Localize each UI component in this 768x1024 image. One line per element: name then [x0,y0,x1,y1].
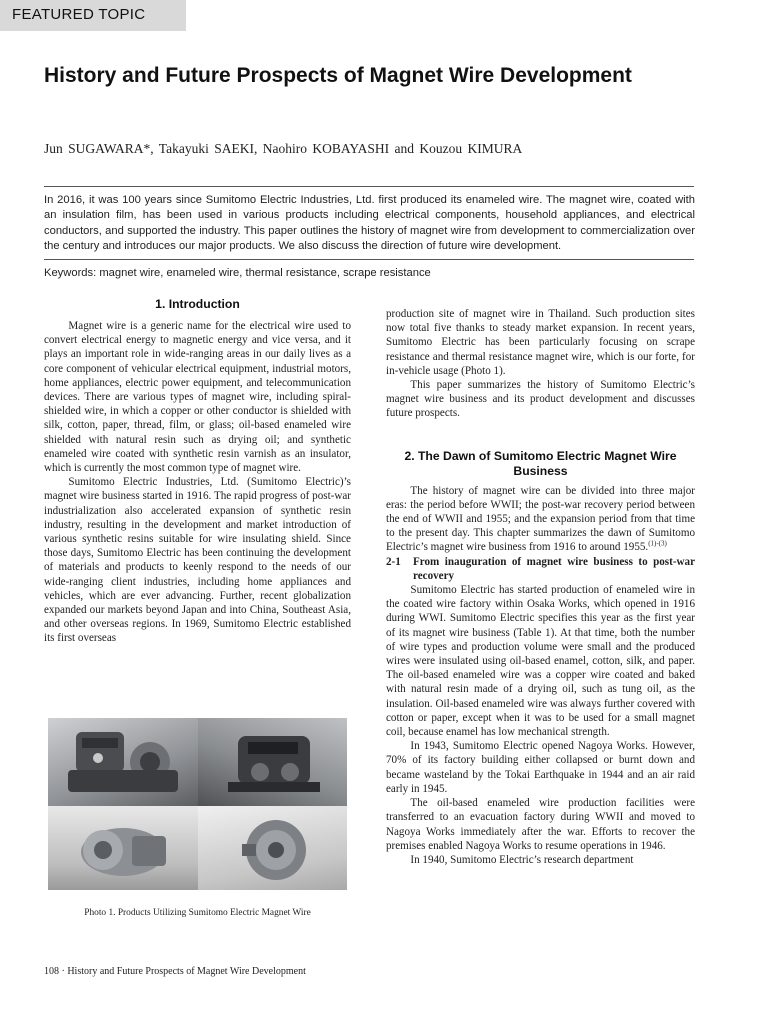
paper-title: History and Future Prospects of Magnet Wire Development [44,64,632,87]
featured-topic-label: FEATURED TOPIC [12,6,146,23]
dawn-paragraph-3: In 1943, Sumitomo Electric opened Nagoya Works. However, 70% of its factory building either collapsed or burnt down and became wasteland by the Tokai Earthquake in 1944 and an air raid early in 1945. [386,740,695,795]
photo-engine-assembly [48,718,198,806]
left-column [44,297,351,646]
photo-alternator [198,806,347,890]
intro-paragraph-1: Magnet wire is a generic name for the electrical wire used to convert electrical energy to magnetic energy and vice versa, and it plays an important role in wide-ranging areas in our daily lives as a core component of vehicular electrical equipment, industrial motors, home appliances, electric power equipment, and telecommunication devices. There are various types of magnet wire, including spiral-shielded wire, in which a copper or other conductor is shielded with silk, cotton, paper, thread, film, or glass; oil-based enameled wire shielded with natural resin such as drying oil; and synthetic enameled wire coated with synthetic resin varnish as an insulator, which is currently the most common type of magnet wire. [44,320,351,475]
authors-line: Jun SUGAWARA*, Takayuki SAEKI, Naohiro KOBAYASHI and Kouzou KIMURA [44,141,523,156]
section-heading-introduction: 1. Introduction [155,297,240,311]
dawn-paragraph-1-text: The history of magnet wire can be divided into three major eras: the period before WWII; the post-war recovery period between the end of WWII and 1955; and the expansion period from that time to the present day. This chapter summarizes the dawn of Sumitomo Electric’s magnet wire business from 1916 to around 1955. [386,484,695,554]
motor-compressor-illustration [48,806,198,890]
page-footer: 108 · History and Future Prospects of Magnet Wire Development [44,966,306,977]
keywords: Keywords: magnet wire, enameled wire, thermal resistance, scrape resistance [44,267,431,279]
abstract-bottom-rule [44,259,694,260]
dawn-paragraph-5: In 1940, Sumitomo Electric’s research department [410,853,634,866]
photo-1 [48,718,347,890]
subsection-title: From inauguration of magnet wire business to post-war recovery [413,555,695,582]
intro-paragraph-2-continued: production site of magnet wire in Thailand. Such production sites now total five thanks to steady market expansion. In recent years, Sumitomo Electric has been particularly focusing on scrape resistance and thermal resistance magnet wire, which is our forte, for in-vehicle usage (Photo 1). [386,308,695,377]
photo-1-caption: Photo 1. Products Utilizing Sumitomo Electric Magnet Wire [84,908,311,918]
dawn-paragraph-2: Sumitomo Electric has started production of enameled wire in the coated wire factory within Osaka Works, which opened in 1916 during WWI. Sumitomo Electric specifies this year as the first year of its magnet wire business (Table 1). At that time, both the number of wire types and production volume were small and the produced wires were insulated using oil-based enamel, cotton, silk, and paper. The oil-based enameled wire was a copper wire coated and baked with natural resin made of a drying oil, such as tung oil, as the insulation. Oil-based enameled wire was always further covered with cotton or paper, except when it was to be used for a small magnet coil, because enamel has low mechanical strength. [386,584,695,739]
dawn-reference-marker: (1)-(3) [648,539,667,548]
featured-topic-tag [0,0,186,31]
photo-motor-compressor [48,806,198,890]
photo-hybrid-unit [198,718,347,806]
right-column [386,307,695,867]
subsection-heading-2-1 [386,555,695,583]
alternator-illustration [198,806,347,890]
dawn-paragraph-4: The oil-based enameled wire production facilities were transferred to an evacuation factory during WWII and moved to Nagoya Works immediately after the war. Efforts to recover the premises enabled Nagoya Works to resume operations in 1946. [386,797,695,852]
engine-assembly-illustration [48,718,198,806]
hybrid-unit-illustration [198,718,347,806]
intro-paragraph-3: This paper summarizes the history of Sumitomo Electric’s magnet wire business and its product development and discusses future prospects. [386,379,695,420]
dawn-paragraph-1 [386,484,695,555]
subsection-number: 2-1 [386,555,401,568]
section-heading-dawn: 2. The Dawn of Sumitomo Electric Magnet Wire Business [404,448,677,478]
abstract-top-rule [44,186,694,187]
abstract: In 2016, it was 100 years since Sumitomo Electric Industries, Ltd. first produced its enameled wire. The magnet wire, coated with an insulation film, has been used in various products including electrical components, household appliances, and electrical conductors, and supported the industry. This paper outlines the history of magnet wire from development to commercialization over the century and introduces our major products. We also discuss the direction of future wire development. [44,194,695,252]
intro-paragraph-2: Sumitomo Electric Industries, Ltd. (Sumitomo Electric)’s magnet wire business started in 1916. The rapid progress of post-war industrialization also accelerated expansion of synthetic resin industry, resulting in the development and market introduction of various synthetic resins suitable for wire insulating shield. Since those days, Sumitomo Electric has been continuing the development of materials and products to keenly respond to the needs of our wide-ranging client industries, including home appliances and vehicles, which are ever advancing. Further, recent globalization expanded our markets beyond Japan and into China, Southeast Asia, and other overseas regions. In 1969, Sumitomo Electric established its first overseas [44,476,351,645]
